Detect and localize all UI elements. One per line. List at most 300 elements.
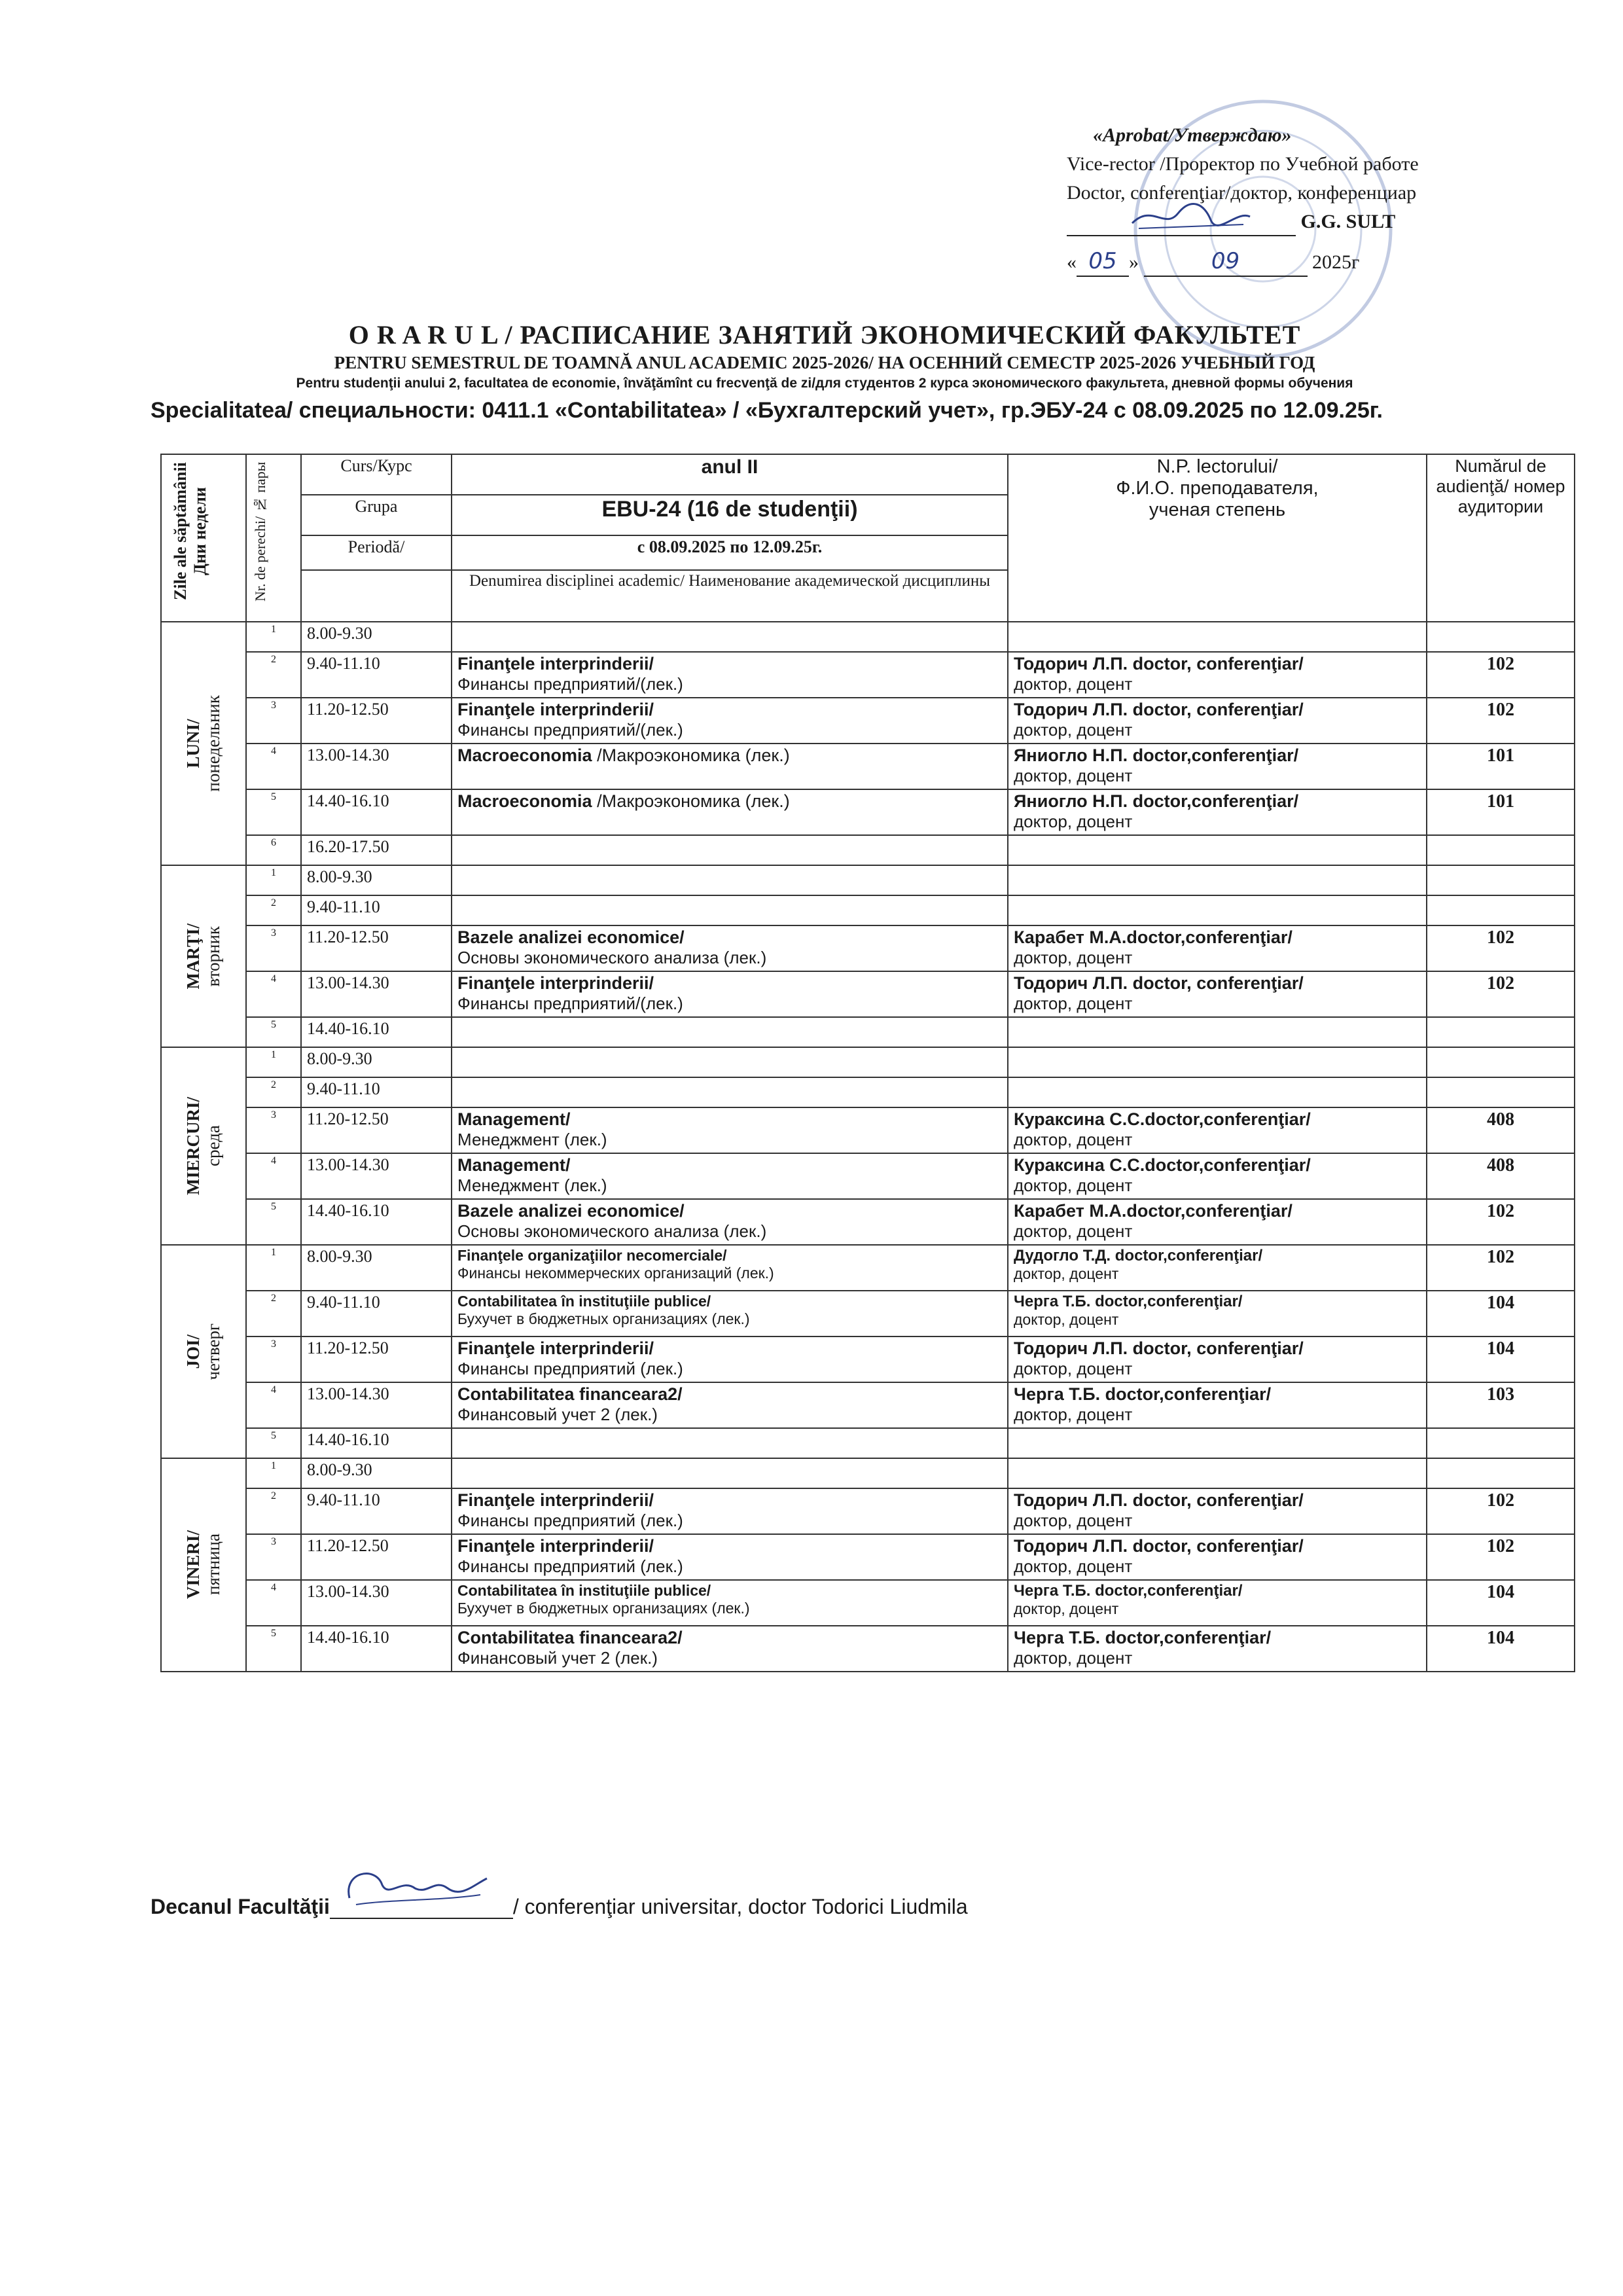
pair-time: 9.40-11.10 — [301, 895, 452, 925]
lecturer-name: Тодорич Л.П. doctor, conferenţiar/ — [1014, 654, 1304, 673]
table-row — [161, 1458, 1575, 1488]
lecturer-cell — [1008, 925, 1427, 971]
discipline-cell — [452, 1580, 1008, 1626]
lecturer-degree: доктор, доцент — [1014, 1130, 1133, 1149]
lecturer-cell — [1008, 1077, 1427, 1107]
discipline-cell — [452, 1077, 1008, 1107]
lecturer-name: Карабет М.А.doctor,conferenţiar/ — [1014, 1201, 1293, 1221]
pair-time: 16.20-17.50 — [301, 835, 452, 865]
approval-line-2: Doctor, conferenţiar/доктор, конференциар — [1067, 182, 1417, 204]
approval-title: «Aprobat/Утверждаю» — [1093, 124, 1292, 146]
document-title: O R A R U L / РАСПИСАНИЕ ЗАНЯТИЙ ЭКОНОМИЧЕСКИЙ ФАКУЛЬТЕТ — [348, 320, 1301, 350]
day-name — [183, 924, 224, 990]
discipline-name-ro-text: Finanţele interprinderii/ — [457, 1338, 654, 1358]
discipline-name-ro-text: Finanţele interprinderii/ — [457, 1490, 654, 1510]
pair-number: 2 — [246, 652, 301, 698]
lecturer-degree: доктор, доцент — [1014, 812, 1133, 831]
document-headings — [131, 319, 1518, 423]
discipline-cell — [452, 1107, 1008, 1153]
lecturer-cell — [1008, 1107, 1427, 1153]
pair-time: 13.00-14.30 — [301, 1153, 452, 1199]
pair-number: 5 — [246, 1199, 301, 1245]
lecturer-cell — [1008, 1199, 1427, 1245]
lecturer-name: Черга Т.Б. doctor,conferenţiar/ — [1014, 1582, 1243, 1600]
lecturer-cell — [1008, 865, 1427, 895]
header-room: Numărul de audienţă/ номер аудитории — [1427, 454, 1575, 622]
day-name — [183, 1530, 224, 1599]
table-row — [161, 1336, 1575, 1382]
table-row — [161, 1428, 1575, 1458]
day-name — [183, 1097, 224, 1195]
pair-time: 9.40-11.10 — [301, 1291, 452, 1336]
table-row — [161, 789, 1575, 835]
day-name-ro: VINERI/ — [183, 1530, 203, 1600]
discipline-cell — [452, 1336, 1008, 1382]
dean-signature — [336, 1859, 493, 1918]
pair-number: 2 — [246, 895, 301, 925]
pair-number: 3 — [246, 1534, 301, 1580]
lecturer-cell — [1008, 1626, 1427, 1672]
discipline-name-ro — [457, 1490, 1002, 1511]
table-row — [161, 1245, 1575, 1291]
pair-time: 11.20-12.50 — [301, 698, 452, 744]
room-number: 103 — [1427, 1382, 1575, 1428]
discipline-name-ru: Финансы предприятий (лек.) — [457, 1556, 683, 1576]
lecturer-name: Тодорич Л.П. doctor, conferenţiar/ — [1014, 1490, 1304, 1510]
pair-time: 13.00-14.30 — [301, 971, 452, 1017]
lecturer-degree: доктор, доцент — [1014, 1556, 1133, 1576]
discipline-name-ro-text: Contabilitatea în instituţiile publice/ — [457, 1582, 711, 1599]
discipline-name-ro-text: Macroeconomia — [457, 745, 592, 765]
discipline-cell — [452, 789, 1008, 835]
room-number — [1427, 1077, 1575, 1107]
header-lecturer-line-1: N.P. lectorului/ — [1156, 456, 1278, 477]
pair-time: 11.20-12.50 — [301, 1107, 452, 1153]
discipline-name-ro — [457, 1155, 1002, 1175]
pair-time: 14.40-16.10 — [301, 1199, 452, 1245]
approval-line-1: Vice-rector /Проректор по Учебной работе — [1067, 153, 1419, 175]
discipline-name-ro — [457, 1293, 1002, 1310]
discipline-cell — [452, 744, 1008, 789]
pair-number: 1 — [246, 1047, 301, 1077]
lecturer-name: Карабет М.А.doctor,conferenţiar/ — [1014, 927, 1293, 947]
room-number: 104 — [1427, 1580, 1575, 1626]
lecturer-degree: доктор, доцент — [1014, 1221, 1133, 1241]
pair-time: 13.00-14.30 — [301, 744, 452, 789]
pair-time: 14.40-16.10 — [301, 789, 452, 835]
discipline-name-ro — [457, 1201, 1002, 1221]
table-row — [161, 1107, 1575, 1153]
room-number: 102 — [1427, 925, 1575, 971]
discipline-cell — [452, 622, 1008, 652]
pair-number: 3 — [246, 1336, 301, 1382]
pair-time: 8.00-9.30 — [301, 1047, 452, 1077]
discipline-name-ro — [457, 700, 1002, 720]
discipline-name-ro-text: Finanţele interprinderii/ — [457, 700, 654, 719]
room-number: 102 — [1427, 1199, 1575, 1245]
discipline-cell — [452, 1428, 1008, 1458]
lecturer-name: Черга Т.Б. doctor,conferenţiar/ — [1014, 1628, 1272, 1647]
approval-month: 09 — [1144, 247, 1308, 277]
discipline-name-ro-text: Finanţele organizaţiilor necomerciale/ — [457, 1247, 727, 1264]
lecturer-name: Тодорич Л.П. doctor, conferenţiar/ — [1014, 1536, 1304, 1556]
table-row — [161, 1580, 1575, 1626]
pair-number: 3 — [246, 925, 301, 971]
discipline-name-ro-text: Management/ — [457, 1155, 571, 1175]
pair-number: 6 — [246, 835, 301, 865]
room-number: 102 — [1427, 698, 1575, 744]
day-name-ru: вторник — [204, 925, 223, 987]
pair-number: 1 — [246, 1458, 301, 1488]
lecturer-cell — [1008, 1047, 1427, 1077]
table-row — [161, 1626, 1575, 1672]
pair-number: 4 — [246, 744, 301, 789]
lecturer-cell — [1008, 698, 1427, 744]
discipline-name-ru: Менеджмент (лек.) — [457, 1130, 607, 1149]
table-row — [161, 1077, 1575, 1107]
day-cell — [161, 1047, 246, 1245]
discipline-name-ro — [457, 1628, 1002, 1648]
table-row — [161, 1534, 1575, 1580]
header-days — [161, 454, 246, 622]
pair-number: 5 — [246, 1626, 301, 1672]
discipline-cell — [452, 1047, 1008, 1077]
room-number: 101 — [1427, 744, 1575, 789]
lecturer-degree: доктор, доцент — [1014, 1265, 1119, 1282]
day-name-ru: понедельник — [204, 695, 223, 792]
header-spacer — [301, 570, 452, 622]
day-name — [183, 695, 224, 792]
header-grupa-value: EBU-24 (16 de studenţii) — [452, 495, 1008, 535]
discipline-name-ro-text: Management/ — [457, 1109, 571, 1129]
discipline-name-ro-text: Finanţele interprinderii/ — [457, 654, 654, 673]
lecturer-name: Яниогло Н.П. doctor,conferenţiar/ — [1014, 745, 1299, 765]
discipline-name-ro — [457, 1582, 1002, 1600]
semester-line: PENTRU SEMESTRUL DE TOAMNĂ ANUL ACADEMIC 2025-2026/ НА ОСЕННИЙ СЕМЕСТР 2025-2026 УЧЕБНЫЙ ГОД — [334, 353, 1315, 372]
pair-time: 9.40-11.10 — [301, 1488, 452, 1534]
room-number: 104 — [1427, 1336, 1575, 1382]
day-name — [183, 1323, 224, 1380]
lecturer-name: Кураксина С.С.doctor,conferenţiar/ — [1014, 1109, 1311, 1129]
lecturer-degree: доктор, доцент — [1014, 1311, 1119, 1328]
lecturer-degree: доктор, доцент — [1014, 1405, 1133, 1424]
lecturer-cell — [1008, 1245, 1427, 1291]
pair-time: 13.00-14.30 — [301, 1580, 452, 1626]
discipline-name-ru: Бухучет в бюджетных организациях (лек.) — [457, 1310, 750, 1327]
discipline-name-ru: Финансы предприятий/(лек.) — [457, 994, 683, 1013]
discipline-cell — [452, 698, 1008, 744]
lecturer-degree: доктор, доцент — [1014, 1511, 1133, 1530]
discipline-name-ro — [457, 791, 1002, 812]
header-discipline-label: Denumirea disciplinei academic/ Наименование академической дисциплины — [452, 570, 1008, 622]
lecturer-name: Черга Т.Б. doctor,conferenţiar/ — [1014, 1384, 1272, 1404]
lecturer-cell — [1008, 622, 1427, 652]
discipline-name-ro-text: Bazele analizei economice/ — [457, 927, 685, 947]
pair-number: 4 — [246, 1382, 301, 1428]
lecturer-degree: доктор, доцент — [1014, 994, 1133, 1013]
header-lecturer-line-3: ученая степень — [1149, 499, 1286, 520]
day-name-ro: LUNI/ — [183, 719, 203, 768]
pair-number: 2 — [246, 1488, 301, 1534]
discipline-cell — [452, 865, 1008, 895]
pair-number: 4 — [246, 1153, 301, 1199]
discipline-name-ro-text: Bazele analizei economice/ — [457, 1201, 685, 1221]
discipline-cell — [452, 1245, 1008, 1291]
lecturer-cell — [1008, 971, 1427, 1017]
vice-rector-signature — [1126, 197, 1257, 236]
pair-time: 9.40-11.10 — [301, 1077, 452, 1107]
lecturer-name: Яниогло Н.П. doctor,conferenţiar/ — [1014, 791, 1299, 811]
vice-rector-signature-line — [1067, 209, 1296, 236]
day-name-ro: MIERCURI/ — [183, 1096, 203, 1195]
header-days-label: Zile ale săptămânii Дни недели — [171, 462, 209, 601]
discipline-cell — [452, 1626, 1008, 1672]
lecturer-cell — [1008, 1336, 1427, 1382]
lecturer-name: Тодорич Л.П. doctor, conferenţiar/ — [1014, 973, 1304, 993]
pair-number: 2 — [246, 1291, 301, 1336]
table-row — [161, 865, 1575, 895]
discipline-name-ro — [457, 745, 1002, 766]
lecturer-degree: доктор, доцент — [1014, 720, 1133, 740]
students-line: Pentru studenţii anului 2, facultatea de economie, învăţămînt cu frecvenţă de zi/для студентов 2 курса экономического факультета, дневной формы обучения — [296, 376, 1353, 391]
day-name-ro: MARŢI/ — [183, 923, 203, 990]
day-cell — [161, 1458, 246, 1672]
room-number: 408 — [1427, 1153, 1575, 1199]
dean-title-name: / conferenţiar universitar, doctor Todorici Liudmila — [512, 1895, 968, 1918]
lecturer-name: Дудогло Т.Д. doctor,conferenţiar/ — [1014, 1247, 1263, 1265]
table-row — [161, 1291, 1575, 1336]
pair-time: 13.00-14.30 — [301, 1382, 452, 1428]
pair-number: 1 — [246, 1245, 301, 1291]
discipline-name-ro — [457, 1338, 1002, 1359]
discipline-cell — [452, 1458, 1008, 1488]
discipline-name-ru-inline: /Макроэкономика (лек.) — [592, 745, 790, 765]
room-number — [1427, 1458, 1575, 1488]
room-number — [1427, 895, 1575, 925]
lecturer-cell — [1008, 1428, 1427, 1458]
pair-time: 8.00-9.30 — [301, 865, 452, 895]
pair-number: 4 — [246, 971, 301, 1017]
discipline-name-ro — [457, 927, 1002, 948]
discipline-name-ro — [457, 1109, 1002, 1130]
day-name-ru: среда — [204, 1125, 223, 1167]
discipline-cell — [452, 1017, 1008, 1047]
date-quote-open: « — [1067, 251, 1077, 273]
lecturer-name: Тодорич Л.П. doctor, conferenţiar/ — [1014, 700, 1304, 719]
discipline-cell — [452, 1534, 1008, 1580]
pair-number: 5 — [246, 1017, 301, 1047]
lecturer-cell — [1008, 789, 1427, 835]
discipline-name-ro — [457, 1384, 1002, 1405]
table-row — [161, 1488, 1575, 1534]
discipline-name-ro — [457, 973, 1002, 994]
room-number — [1427, 1017, 1575, 1047]
discipline-name-ru: Финансы некоммерческих организаций (лек.) — [457, 1265, 774, 1282]
lecturer-degree: доктор, доцент — [1014, 674, 1133, 694]
room-number: 102 — [1427, 652, 1575, 698]
header-grupa-label: Grupa — [301, 495, 452, 535]
discipline-name-ro-text: Contabilitatea financeara2/ — [457, 1628, 683, 1647]
room-number — [1427, 1428, 1575, 1458]
discipline-name-ro — [457, 1247, 1002, 1265]
discipline-name-ro-text: Finanţele interprinderii/ — [457, 973, 654, 993]
discipline-name-ro — [457, 654, 1002, 674]
pair-number: 2 — [246, 1077, 301, 1107]
discipline-cell — [452, 925, 1008, 971]
lecturer-degree: доктор, доцент — [1014, 948, 1133, 967]
room-number: 102 — [1427, 1488, 1575, 1534]
pair-time: 14.40-16.10 — [301, 1626, 452, 1672]
header-lecturer — [1008, 454, 1427, 622]
discipline-cell — [452, 1199, 1008, 1245]
pair-time: 8.00-9.30 — [301, 622, 452, 652]
pair-number: 4 — [246, 1580, 301, 1626]
approval-year: 2025г — [1312, 251, 1360, 273]
discipline-cell — [452, 1382, 1008, 1428]
lecturer-degree: доктор, доцент — [1014, 1600, 1119, 1617]
dean-signature-block — [151, 1892, 968, 1919]
discipline-cell — [452, 1291, 1008, 1336]
pair-time: 11.20-12.50 — [301, 1534, 452, 1580]
pair-number: 3 — [246, 1107, 301, 1153]
pair-number: 1 — [246, 865, 301, 895]
room-number: 102 — [1427, 971, 1575, 1017]
lecturer-degree: доктор, доцент — [1014, 1648, 1133, 1668]
day-cell — [161, 622, 246, 865]
pair-time: 11.20-12.50 — [301, 925, 452, 971]
lecturer-cell — [1008, 895, 1427, 925]
lecturer-name: Черга Т.Б. doctor,conferenţiar/ — [1014, 1293, 1243, 1310]
discipline-name-ru: Финансовый учет 2 (лек.) — [457, 1648, 658, 1668]
room-number: 104 — [1427, 1291, 1575, 1336]
lecturer-name: Тодорич Л.П. doctor, conferenţiar/ — [1014, 1338, 1304, 1358]
discipline-name-ru: Бухучет в бюджетных организациях (лек.) — [457, 1600, 750, 1617]
room-number: 101 — [1427, 789, 1575, 835]
pair-number: 3 — [246, 698, 301, 744]
table-header-row-1 — [161, 454, 1575, 495]
header-nr-label: Nr. de perechi/ № пары — [252, 461, 268, 601]
room-number: 408 — [1427, 1107, 1575, 1153]
table-row — [161, 1153, 1575, 1199]
discipline-name-ru: Финансы предприятий/(лек.) — [457, 674, 683, 694]
pair-number: 1 — [246, 622, 301, 652]
table-row — [161, 971, 1575, 1017]
table-row — [161, 622, 1575, 652]
header-lecturer-line-2: Ф.И.О. преподавателя, — [1116, 478, 1319, 499]
pair-time: 14.40-16.10 — [301, 1017, 452, 1047]
discipline-name-ru-inline: /Макроэкономика (лек.) — [592, 791, 790, 811]
discipline-name-ru: Финансы предприятий (лек.) — [457, 1359, 683, 1378]
table-row — [161, 652, 1575, 698]
room-number: 102 — [1427, 1534, 1575, 1580]
pair-number: 5 — [246, 1428, 301, 1458]
discipline-cell — [452, 971, 1008, 1017]
lecturer-cell — [1008, 1580, 1427, 1626]
lecturer-cell — [1008, 744, 1427, 789]
discipline-name-ru: Основы экономического анализа (лек.) — [457, 1221, 767, 1241]
header-perioada-label: Periodă/ — [301, 535, 452, 570]
lecturer-cell — [1008, 1382, 1427, 1428]
approval-day: 05 — [1077, 247, 1129, 277]
lecturer-cell — [1008, 652, 1427, 698]
discipline-name-ro-text: Contabilitatea financeara2/ — [457, 1384, 683, 1404]
day-cell — [161, 865, 246, 1047]
lecturer-cell — [1008, 1458, 1427, 1488]
discipline-cell — [452, 1488, 1008, 1534]
header-nr — [246, 454, 301, 622]
pair-time: 14.40-16.10 — [301, 1428, 452, 1458]
table-row — [161, 925, 1575, 971]
day-name-ru: четверг — [204, 1323, 223, 1380]
table-row — [161, 698, 1575, 744]
room-number: 104 — [1427, 1626, 1575, 1672]
pair-time: 9.40-11.10 — [301, 652, 452, 698]
table-row — [161, 1199, 1575, 1245]
table-row — [161, 895, 1575, 925]
table-row — [161, 1017, 1575, 1047]
discipline-name-ro — [457, 1536, 1002, 1556]
dean-label: Decanul Facultăţii — [151, 1895, 330, 1918]
pair-time: 8.00-9.30 — [301, 1245, 452, 1291]
table-row — [161, 1047, 1575, 1077]
header-curs-value: anul II — [452, 454, 1008, 495]
header-curs-label: Curs/Курс — [301, 454, 452, 495]
room-number — [1427, 865, 1575, 895]
table-row — [161, 835, 1575, 865]
pair-time: 11.20-12.50 — [301, 1336, 452, 1382]
discipline-name-ro-text: Macroeconomia — [457, 791, 592, 811]
discipline-cell — [452, 1153, 1008, 1199]
discipline-cell — [452, 652, 1008, 698]
specialty-line: Specialitatea/ специальности: 0411.1 «Contabilitatea» / «Бухгалтерский учет», гр.ЭБУ-24 с 08.09.2025 по 12.09.25г. — [151, 398, 1383, 423]
discipline-name-ru: Финансы предприятий/(лек.) — [457, 720, 683, 740]
lecturer-cell — [1008, 1291, 1427, 1336]
lecturer-degree: доктор, доцент — [1014, 766, 1133, 785]
date-quote-close: » — [1129, 251, 1139, 273]
table-row — [161, 744, 1575, 789]
discipline-cell — [452, 835, 1008, 865]
discipline-name-ru: Финансовый учет 2 (лек.) — [457, 1405, 658, 1424]
lecturer-cell — [1008, 1153, 1427, 1199]
pair-time: 8.00-9.30 — [301, 1458, 452, 1488]
table-row — [161, 1382, 1575, 1428]
approval-block — [1067, 121, 1525, 277]
day-cell — [161, 1245, 246, 1458]
room-number — [1427, 622, 1575, 652]
discipline-name-ro-text: Contabilitatea în instituţiile publice/ — [457, 1293, 711, 1310]
vice-rector-name: G.G. SULT — [1300, 211, 1396, 232]
dean-signature-line — [330, 1892, 513, 1919]
room-number: 102 — [1427, 1245, 1575, 1291]
header-perioada-value: с 08.09.2025 по 12.09.25г. — [452, 535, 1008, 570]
pair-number: 5 — [246, 789, 301, 835]
lecturer-cell — [1008, 1534, 1427, 1580]
discipline-cell — [452, 895, 1008, 925]
discipline-name-ru: Менеджмент (лек.) — [457, 1175, 607, 1195]
lecturer-cell — [1008, 835, 1427, 865]
lecturer-degree: доктор, доцент — [1014, 1359, 1133, 1378]
discipline-name-ru: Финансы предприятий (лек.) — [457, 1511, 683, 1530]
schedule-table — [160, 454, 1575, 1672]
lecturer-name: Кураксина С.С.doctor,conferenţiar/ — [1014, 1155, 1311, 1175]
lecturer-degree: доктор, доцент — [1014, 1175, 1133, 1195]
room-number — [1427, 835, 1575, 865]
discipline-name-ru: Основы экономического анализа (лек.) — [457, 948, 767, 967]
room-number — [1427, 1047, 1575, 1077]
day-name-ru: пятница — [204, 1534, 223, 1596]
discipline-name-ro-text: Finanţele interprinderii/ — [457, 1536, 654, 1556]
lecturer-cell — [1008, 1017, 1427, 1047]
